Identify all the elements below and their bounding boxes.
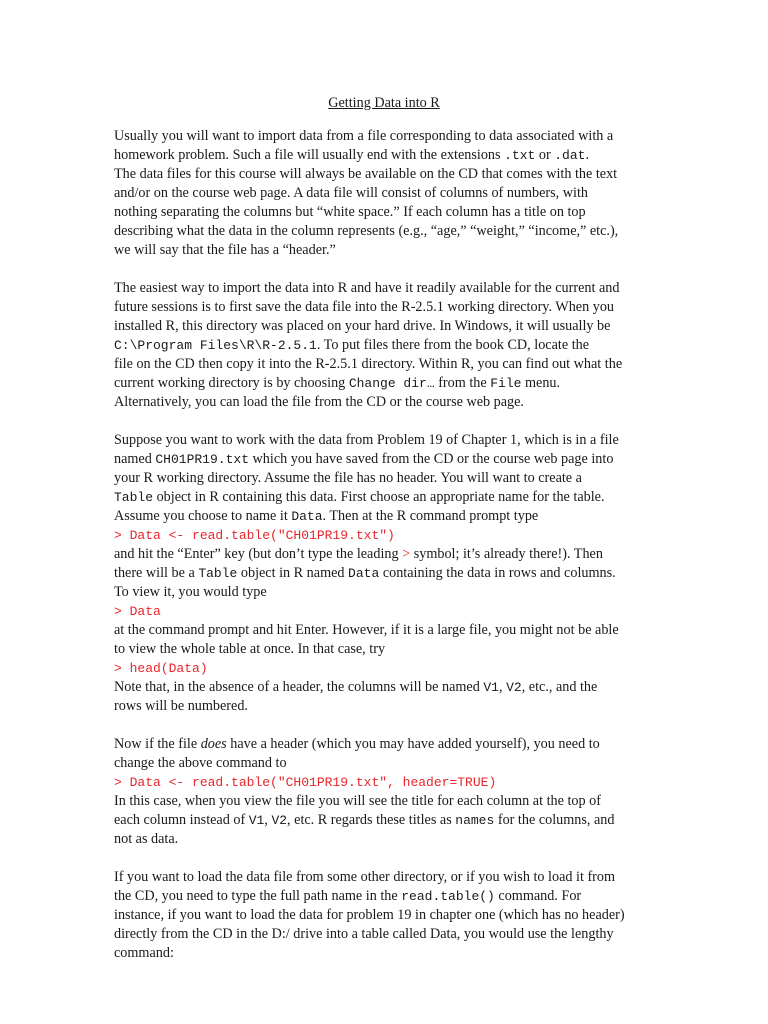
text-run: describing what the data in the column represents (e.g., “age,” “weight,” “income,” etc.),	[114, 223, 619, 239]
text-line	[114, 469, 654, 488]
r-command: > head(Data)	[114, 661, 208, 676]
text-line	[114, 925, 654, 944]
text-run: and/or on the course web page. A data file will consist of columns of numbers, with	[114, 185, 588, 201]
text-line	[114, 241, 654, 260]
paragraph	[114, 127, 654, 260]
r-command: > Data	[114, 604, 161, 619]
text-line	[114, 621, 654, 640]
text-run: current working directory is by choosing	[114, 375, 349, 391]
text-run: , etc. R regards these titles as	[287, 812, 456, 828]
text-line	[114, 488, 654, 507]
text-run: rows will be numbered.	[114, 698, 248, 714]
text-line	[114, 602, 654, 621]
code-term: V2	[506, 680, 522, 695]
text-run: . Then at the R command prompt type	[322, 508, 539, 524]
text-line	[114, 184, 654, 203]
text-run: containing the data in rows and columns.	[379, 565, 616, 581]
text-run: which you have saved from the CD or the course web page into	[249, 451, 614, 467]
text-line	[114, 317, 654, 336]
code-term: V2	[271, 813, 288, 828]
text-run: there will be a	[114, 565, 199, 581]
code-term: Table	[198, 566, 238, 581]
text-run: future sessions is to first save the data file into the R-2.5.1 working directory. When you	[114, 299, 615, 315]
text-run: Suppose you want to work with the data from Problem 19 of Chapter 1, which is in a file	[114, 432, 619, 448]
text-run: directly from the CD in the D:/ drive into a table called Data, you would use the lengthy	[114, 926, 614, 942]
text-line	[114, 640, 654, 659]
text-run: not as data.	[114, 831, 179, 847]
text-run: from the	[434, 375, 491, 391]
text-line	[114, 165, 654, 184]
text-run: command. For	[494, 888, 582, 904]
text-line	[114, 279, 654, 298]
code-term: File	[490, 376, 522, 391]
text-run: named	[114, 451, 156, 467]
text-run: your R working directory. Assume the file has no header. You will want to create a	[114, 470, 582, 486]
text-run: we will say that the file has a “header.”	[114, 242, 336, 258]
text-run: to view the whole table at once. In that case, try	[114, 641, 386, 657]
text-run: change the above command to	[114, 755, 287, 771]
text-line	[114, 944, 654, 963]
text-line	[114, 754, 654, 773]
code-term: .dat	[554, 148, 586, 163]
document-page	[114, 94, 654, 963]
text-line	[114, 507, 654, 526]
text-run: object in R named	[237, 565, 349, 581]
text-line	[114, 222, 654, 241]
text-run: at the command prompt and hit Enter. However, if it is a large file, you might not be able	[114, 622, 619, 638]
code-term: Change dir…	[348, 376, 435, 391]
text-line	[114, 564, 654, 583]
text-line	[114, 127, 654, 146]
text-run: command:	[114, 945, 174, 961]
text-run: ,	[498, 679, 507, 695]
text-run: Note that, in the absence of a header, the columns will be named	[114, 679, 484, 695]
text-run: The easiest way to import the data into R and have it readily available for the current and	[114, 280, 620, 296]
text-line	[114, 545, 654, 564]
text-run: each column instead of	[114, 812, 249, 828]
r-command: > Data <- read.table("CH01PR19.txt")	[114, 528, 395, 543]
text-run: instance, if you want to load the data for problem 19 in chapter one (which has no header)	[114, 907, 625, 923]
code-term: CH01PR19.txt	[155, 452, 249, 467]
text-line	[114, 393, 654, 412]
paragraph	[114, 735, 654, 849]
text-run: or	[535, 147, 555, 163]
text-run: the CD, you need to type the full path name in the	[114, 888, 402, 904]
text-line	[114, 450, 654, 469]
paragraph	[114, 868, 654, 963]
text-run: Alternatively, you can load the file from the CD or the course web page.	[114, 394, 524, 410]
text-run: The data files for this course will always be available on the CD that comes with the text	[114, 166, 618, 182]
text-line	[114, 906, 654, 925]
text-run: nothing separating the columns but “white space.” If each column has a title on top	[114, 204, 586, 220]
text-run: , etc., and the	[521, 679, 598, 695]
code-term: Table	[114, 490, 154, 505]
text-line	[114, 374, 654, 393]
text-line	[114, 678, 654, 697]
text-run: In this case, when you view the file you will see the title for each column at the top of	[114, 793, 601, 809]
text-line	[114, 298, 654, 317]
text-line	[114, 773, 654, 792]
paragraph	[114, 431, 654, 716]
code-term: names	[455, 813, 495, 828]
paragraph	[114, 279, 654, 412]
text-run: and hit the “Enter” key (but don’t type the leading	[114, 546, 403, 562]
text-line	[114, 431, 654, 450]
text-run: installed R, this directory was placed on your hard drive. In Windows, it will usually be	[114, 318, 611, 334]
text-line	[114, 146, 654, 165]
code-term: V1	[483, 680, 499, 695]
text-line	[114, 735, 654, 754]
text-run: symbol; it’s already there!). Then	[410, 546, 603, 562]
r-command: > Data <- read.table("CH01PR19.txt", header=TRUE)	[114, 775, 497, 790]
text-run: .	[585, 147, 589, 163]
text-line	[114, 887, 654, 906]
code-term: read.table()	[401, 889, 495, 904]
text-run: >	[402, 546, 411, 562]
text-run: file on the CD then copy it into the R-2.5.1 directory. Within R, you can find out what the	[114, 356, 623, 372]
text-line	[114, 868, 654, 887]
text-run: Assume you choose to name it	[114, 508, 292, 524]
text-line	[114, 526, 654, 545]
text-line	[114, 203, 654, 222]
text-line	[114, 336, 654, 355]
code-term: Data	[291, 509, 323, 524]
code-term: C:\Program Files\R\R-2.5.1	[114, 338, 317, 353]
text-run: . To put files there from the book CD, locate the	[316, 337, 590, 353]
text-run: have a header (which you may have added yourself), you need to	[226, 736, 600, 752]
text-line	[114, 355, 654, 374]
code-term: V1	[248, 813, 265, 828]
text-run: does	[200, 736, 227, 752]
code-term: Data	[348, 566, 380, 581]
text-run: Now if the file	[114, 736, 201, 752]
text-run: for the columns, and	[494, 812, 615, 828]
text-run: Usually you will want to import data from a file corresponding to data associated with a	[114, 128, 614, 144]
text-line	[114, 811, 654, 830]
text-line	[114, 659, 654, 678]
code-term: .txt	[504, 148, 536, 163]
text-line	[114, 830, 654, 849]
text-run: object in R containing this data. First choose an appropriate name for the table.	[153, 489, 605, 505]
page-title: Getting Data into R	[328, 95, 440, 111]
text-line	[114, 792, 654, 811]
text-run: If you want to load the data file from some other directory, or if you wish to load it from	[114, 869, 616, 885]
text-line	[114, 583, 654, 602]
text-run: menu.	[521, 375, 561, 391]
text-run: ,	[264, 812, 272, 828]
text-run: To view it, you would type	[114, 584, 267, 600]
text-line	[114, 697, 654, 716]
text-run: homework problem. Such a file will usually end with the extensions	[114, 147, 505, 163]
